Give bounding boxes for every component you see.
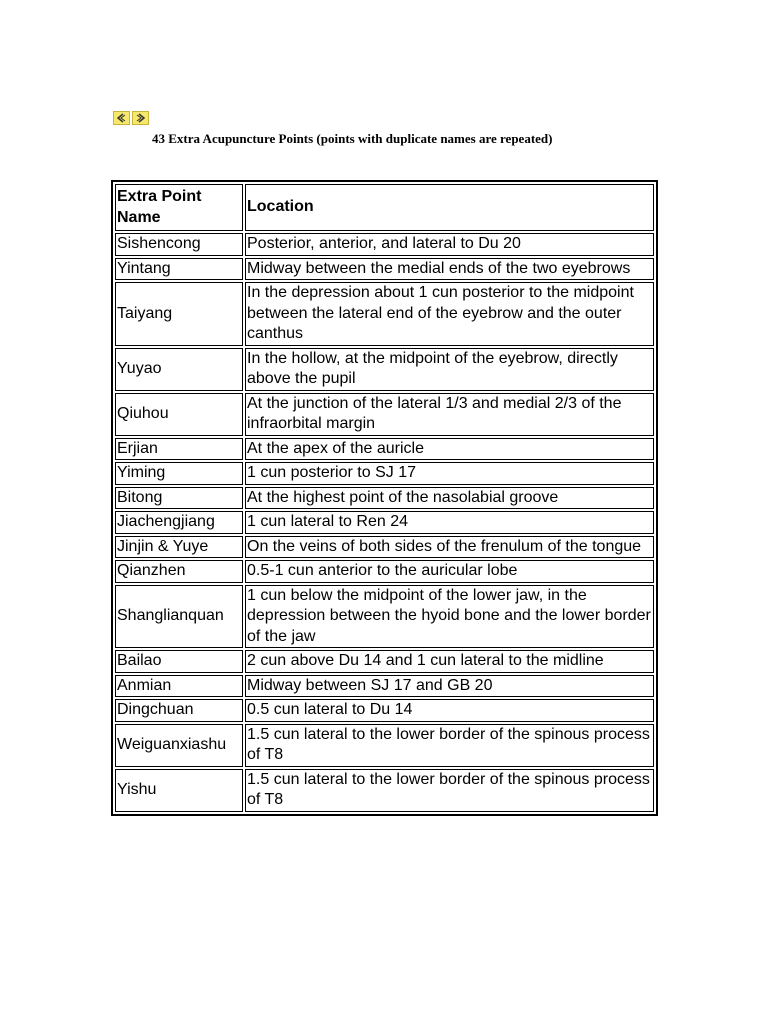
table-row [115, 282, 654, 346]
point-name-cell: Erjian [115, 438, 243, 461]
point-name-cell: Bailao [115, 650, 243, 673]
point-name-cell: Anmian [115, 675, 243, 698]
table-row [115, 462, 654, 485]
location-cell: Midway between the medial ends of the two eyebrows [245, 258, 654, 281]
previous-page-icon[interactable] [113, 111, 130, 125]
table-row [115, 393, 654, 436]
table-row [115, 675, 654, 698]
location-cell: In the depression about 1 cun posterior to the midpoint between the lateral end of the eyebrow and the outer canthus [245, 282, 654, 346]
table-row [115, 233, 654, 256]
point-name-cell: Yintang [115, 258, 243, 281]
table-row [115, 258, 654, 281]
location-cell: 1 cun lateral to Ren 24 [245, 511, 654, 534]
location-cell: 1 cun below the midpoint of the lower jaw, in the depression between the hyoid bone and the lower border of the jaw [245, 585, 654, 649]
point-name-cell: Jiachengjiang [115, 511, 243, 534]
table-row [115, 699, 654, 722]
point-name-cell: Yuyao [115, 348, 243, 391]
location-cell: 2 cun above Du 14 and 1 cun lateral to the midline [245, 650, 654, 673]
point-name-cell: Jinjin & Yuye [115, 536, 243, 559]
location-cell: Posterior, anterior, and lateral to Du 20 [245, 233, 654, 256]
point-name-cell: Yishu [115, 769, 243, 812]
table-row [115, 769, 654, 812]
point-name-cell: Taiyang [115, 282, 243, 346]
location-cell: 0.5-1 cun anterior to the auricular lobe [245, 560, 654, 583]
location-cell: At the highest point of the nasolabial groove [245, 487, 654, 510]
table-row [115, 511, 654, 534]
location-cell: 1.5 cun lateral to the lower border of the spinous process of T8 [245, 724, 654, 767]
point-name-cell: Sishencong [115, 233, 243, 256]
table-row [115, 724, 654, 767]
point-name-cell: Weiguanxiashu [115, 724, 243, 767]
table-row [115, 487, 654, 510]
table-row [115, 650, 654, 673]
table-row [115, 438, 654, 461]
location-cell: Midway between SJ 17 and GB 20 [245, 675, 654, 698]
header-location: Location [245, 184, 654, 231]
table-body [115, 233, 654, 812]
location-cell: 1 cun posterior to SJ 17 [245, 462, 654, 485]
location-cell: 1.5 cun lateral to the lower border of the spinous process of T8 [245, 769, 654, 812]
point-name-cell: Dingchuan [115, 699, 243, 722]
table-row [115, 348, 654, 391]
point-name-cell: Qianzhen [115, 560, 243, 583]
point-name-cell: Bitong [115, 487, 243, 510]
page-navigation [113, 111, 149, 125]
table-row [115, 536, 654, 559]
location-cell: 0.5 cun lateral to Du 14 [245, 699, 654, 722]
table-header-row [115, 184, 654, 231]
location-cell: In the hollow, at the midpoint of the eyebrow, directly above the pupil [245, 348, 654, 391]
table-row [115, 585, 654, 649]
table-row [115, 560, 654, 583]
page-title: 43 Extra Acupuncture Points (points with duplicate names are repeated) [152, 131, 553, 146]
extra-points-table [111, 180, 658, 816]
location-cell: On the veins of both sides of the frenulum of the tongue [245, 536, 654, 559]
point-name-cell: Yiming [115, 462, 243, 485]
location-cell: At the apex of the auricle [245, 438, 654, 461]
location-cell: At the junction of the lateral 1/3 and medial 2/3 of the infraorbital margin [245, 393, 654, 436]
point-name-cell: Qiuhou [115, 393, 243, 436]
header-point-name: Extra Point Name [115, 184, 243, 231]
next-page-icon[interactable] [132, 111, 149, 125]
point-name-cell: Shanglianquan [115, 585, 243, 649]
